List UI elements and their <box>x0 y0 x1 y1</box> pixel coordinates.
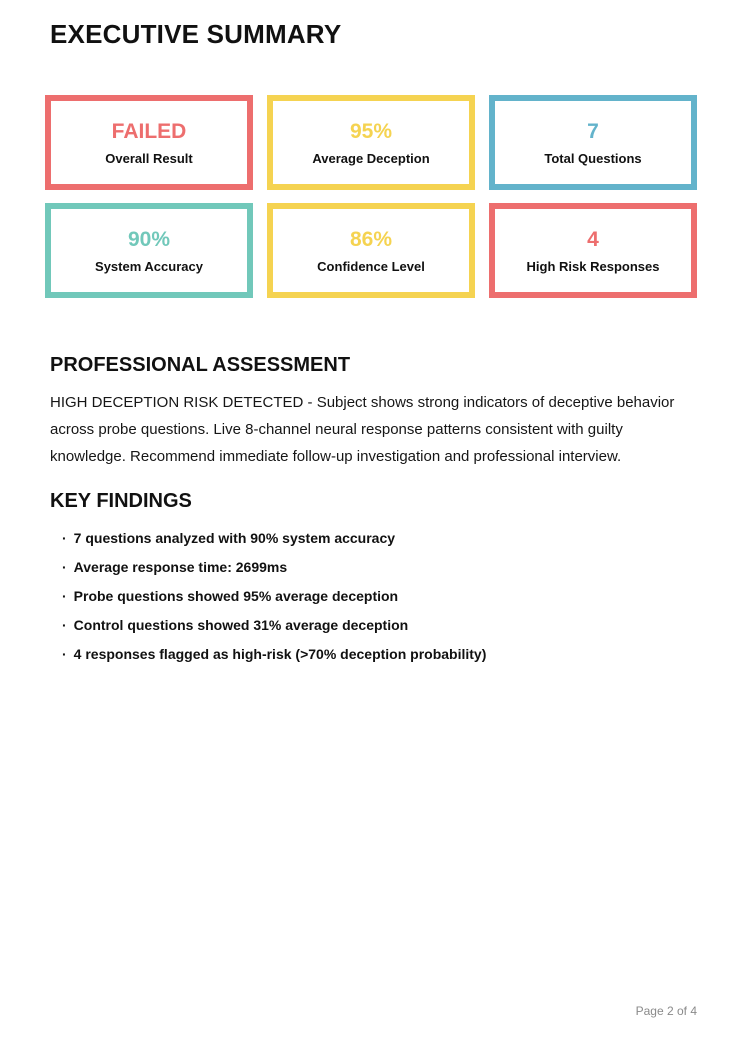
metric-label: Total Questions <box>544 150 642 166</box>
metric-label: Confidence Level <box>317 258 425 274</box>
bullet-dot: · <box>62 617 67 633</box>
key-findings-section <box>45 490 697 661</box>
metric-card <box>45 203 253 298</box>
finding-item <box>50 560 697 574</box>
metric-value: 86% <box>349 227 393 251</box>
professional-assessment-section <box>45 354 697 470</box>
finding-text: 4 responses flagged as high-risk (>70% deception probability) <box>73 646 487 662</box>
metric-value: FAILED <box>111 119 187 143</box>
finding-text: 7 questions analyzed with 90% system accuracy <box>73 530 396 546</box>
metric-card <box>267 95 475 190</box>
metric-value: 95% <box>349 119 393 143</box>
finding-text: Average response time: 2699ms <box>73 559 288 575</box>
metric-label: High Risk Responses <box>526 258 660 274</box>
metric-label: System Accuracy <box>95 258 203 274</box>
metric-cards-grid <box>45 95 697 298</box>
bullet-dot: · <box>62 530 67 546</box>
page-title: EXECUTIVE SUMMARY <box>50 19 342 49</box>
metric-card <box>267 203 475 298</box>
assessment-heading: PROFESSIONAL ASSESSMENT <box>50 354 351 376</box>
metric-card <box>489 95 697 190</box>
bullet-dot: · <box>62 559 67 575</box>
key-findings-list <box>50 531 697 661</box>
finding-text: Probe questions showed 95% average deception <box>73 588 399 604</box>
metric-value: 7 <box>587 119 599 143</box>
page-content <box>0 19 743 661</box>
bullet-dot: · <box>62 646 67 662</box>
metric-value: 90% <box>127 227 171 251</box>
finding-item <box>50 531 697 545</box>
page-number: Page 2 of 4 <box>635 1004 697 1018</box>
finding-item <box>50 647 697 661</box>
finding-item <box>50 589 697 603</box>
finding-item <box>50 618 697 632</box>
finding-text: Control questions showed 31% average deception <box>73 617 409 633</box>
assessment-body-text: HIGH DECEPTION RISK DETECTED - Subject shows strong indicators of deceptive behavior across probe questions. Live 8-channel neural response patterns consistent with guilty knowledge. Recommend immediate follow-up investigation and professional interview. <box>50 394 675 465</box>
metric-label: Average Deception <box>312 150 430 166</box>
bullet-dot: · <box>62 588 67 604</box>
metric-card <box>489 203 697 298</box>
metric-label: Overall Result <box>105 150 193 166</box>
key-findings-heading: KEY FINDINGS <box>50 490 192 512</box>
metric-card <box>45 95 253 190</box>
metric-value: 4 <box>587 227 599 251</box>
